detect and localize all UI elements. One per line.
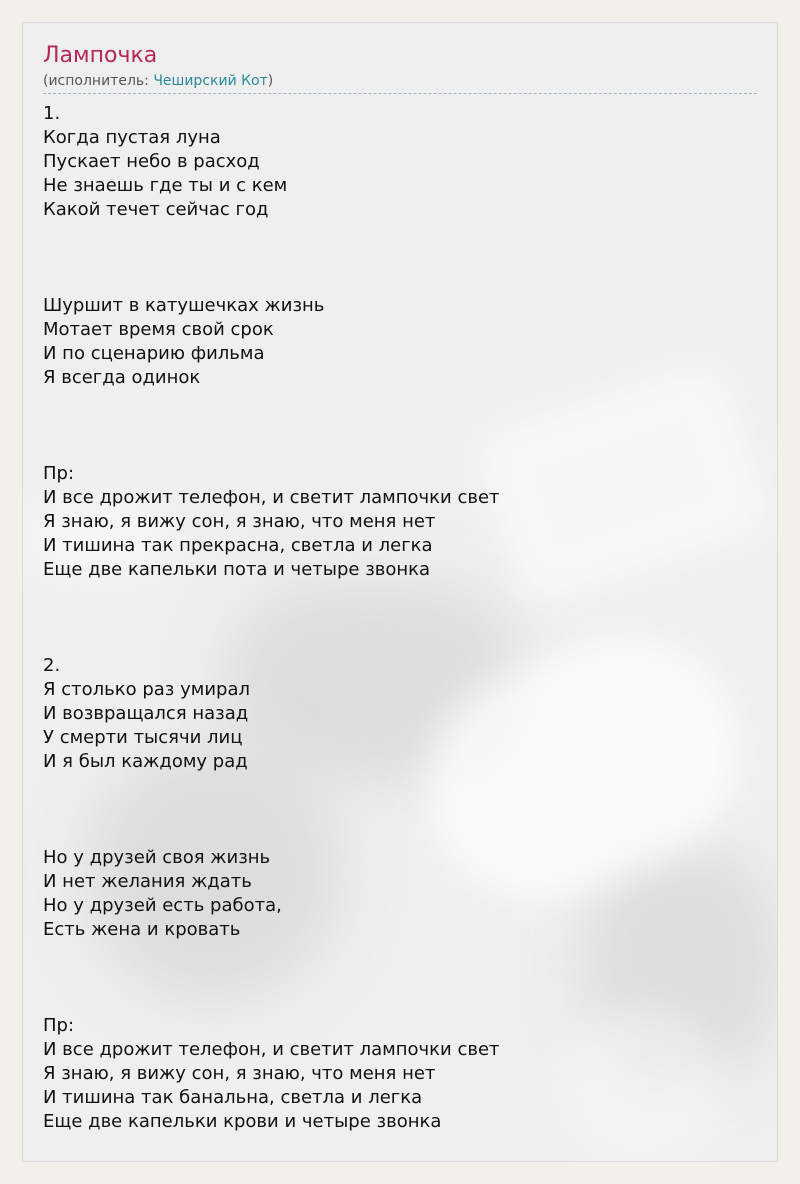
lyric-line	[43, 390, 757, 414]
lyric-line: Пр:	[43, 1015, 75, 1036]
lyric-line: У смерти тысячи лиц	[43, 727, 243, 748]
performer-line	[43, 71, 757, 94]
lyric-line	[43, 270, 757, 294]
lyric-line	[43, 606, 757, 630]
lyric-line: Какой течет сейчас год	[43, 199, 269, 220]
lyric-line	[43, 942, 757, 966]
lyric-line: 2.	[43, 655, 61, 676]
lyric-line	[43, 630, 757, 654]
song-title: Лампочка	[43, 43, 158, 68]
lyric-line: Я всегда одинок	[43, 367, 201, 388]
lyric-line: И по сценарию фильма	[43, 343, 265, 364]
lyric-line	[43, 774, 757, 798]
lyric-line	[43, 966, 757, 990]
lyric-line: И я был каждому рад	[43, 751, 248, 772]
lyric-line: И все дрожит телефон, и светит лампочки свет	[43, 487, 500, 508]
lyric-line: И тишина так банальна, светла и легка	[43, 1087, 423, 1108]
lyric-line: Когда пустая луна	[43, 127, 221, 148]
lyric-line	[43, 822, 757, 846]
lyric-line: Еще две капельки пота и четыре звонка	[43, 559, 431, 580]
lyric-line: 1.	[43, 103, 61, 124]
lyric-line: Но у друзей есть работа,	[43, 895, 282, 916]
lyric-line: Пр:	[43, 463, 75, 484]
lyric-line	[43, 438, 757, 462]
lyric-line: Но у друзей своя жизнь	[43, 847, 271, 868]
lyrics-text	[43, 102, 757, 1134]
song-content	[23, 23, 777, 1134]
lyric-line	[43, 990, 757, 1014]
lyric-line: Мотает время свой срок	[43, 319, 274, 340]
lyric-line: Я знаю, я вижу сон, я знаю, что меня нет	[43, 511, 436, 532]
lyric-line: Я столько раз умирал	[43, 679, 250, 700]
lyric-line	[43, 246, 757, 270]
lyric-line	[43, 222, 757, 246]
lyric-line	[43, 798, 757, 822]
lyric-line: Есть жена и кровать	[43, 919, 241, 940]
lyric-line: И все дрожит телефон, и светит лампочки свет	[43, 1039, 500, 1060]
lyric-line: Пускает небо в расход	[43, 151, 260, 172]
lyric-line: Я знаю, я вижу сон, я знаю, что меня нет	[43, 1063, 436, 1084]
lyric-line: И тишина так прекрасна, светла и легка	[43, 535, 433, 556]
lyrics-page	[22, 22, 778, 1162]
performer-link[interactable]: Чеширский Кот	[153, 73, 268, 89]
lyric-line: Шуршит в катушечках жизнь	[43, 295, 325, 316]
lyric-line: И нет желания ждать	[43, 871, 252, 892]
lyric-line	[43, 414, 757, 438]
lyric-line: И возвращался назад	[43, 703, 249, 724]
lyric-line: Еще две капельки крови и четыре звонка	[43, 1111, 442, 1132]
performer-suffix: )	[267, 73, 274, 89]
performer-prefix: (исполнитель:	[43, 73, 154, 89]
lyric-line	[43, 582, 757, 606]
lyric-line: Не знаешь где ты и с кем	[43, 175, 288, 196]
